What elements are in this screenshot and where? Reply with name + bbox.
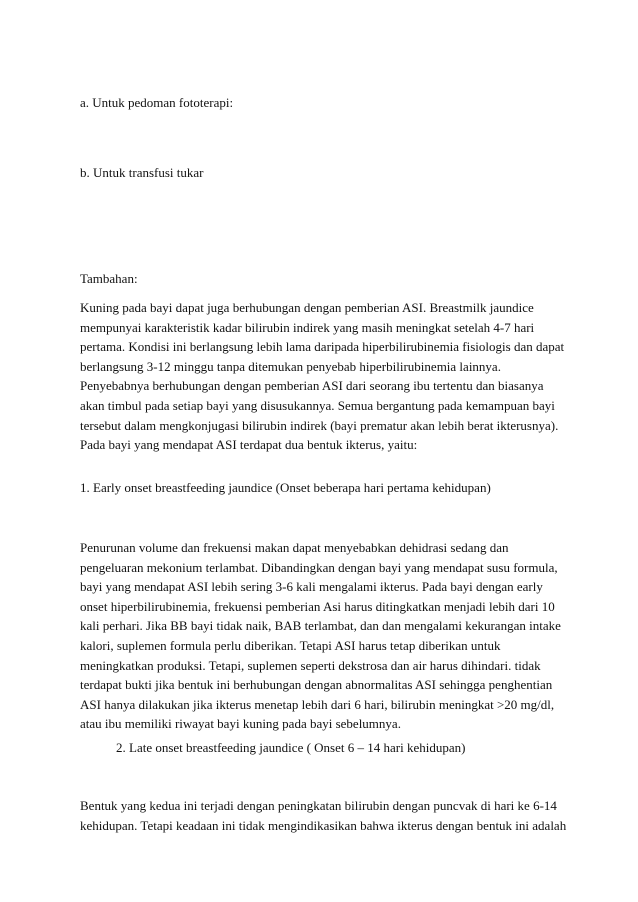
paragraph-early-onset bbox=[80, 538, 560, 734]
text-line: Pada bayi yang mendapat ASI terdapat dua bentuk ikterus, yaitu: bbox=[80, 437, 418, 453]
text-line: Penyebabnya berhubungan dengan pemberian ASI dari seorang ibu tertentu dan biasanya bbox=[80, 378, 544, 394]
text-line: atau ibu memiliki riwayat bayi kuning pada bayi sebelumnya. bbox=[80, 716, 401, 732]
item-early-onset-title: 1. Early onset breastfeeding jaundice (Onset beberapa hari pertama kehidupan) bbox=[80, 480, 491, 495]
heading-phototherapy-guideline: a. Untuk pedoman fototerapi: bbox=[80, 95, 234, 110]
item-late-onset-title: 2. Late onset breastfeeding jaundice ( Onset 6 – 14 hari kehidupan) bbox=[116, 740, 466, 755]
heading-exchange-transfusion: b. Untuk transfusi tukar bbox=[80, 165, 204, 180]
text-line: pertama. Kondisi ini berlangsung lebih lama daripada hiperbilirubinemia fisiologis dan dapat bbox=[80, 339, 565, 355]
text-line: ASI hanya dilakukan jika ikterus menetap lebih dari 6 hari, bilirubin meningkat >20 mg/dl, bbox=[80, 696, 555, 712]
text-line: Bentuk yang kedua ini terjadi dengan peningkatan bilirubin dengan puncvak di hari ke 6-14 bbox=[80, 798, 557, 813]
text-line: tersebut dalam mengkonjugasi bilirubin indirek (bayi prematur akan lebih berat ikterusnya). bbox=[80, 417, 559, 433]
text-line: onset hiperbilirubinemia, frekuensi pemberian Asi harus ditingkatkan menjadi lebih dari 10 bbox=[80, 598, 555, 614]
text-line: kali perhari. Jika BB bayi tidak naik, BAB terlambat, dan dan mengalami kekurangan intake bbox=[80, 618, 561, 634]
paragraph-late-onset bbox=[80, 796, 567, 835]
text-line: berlangsung 3-12 minggu tanpa ditemukan penyebab hiperbilirubinemia lainnya. bbox=[80, 358, 501, 374]
text-line: kehidupan. Tetapi keadaan ini tidak mengindikasikan bahwa ikterus dengan bentuk ini adalah bbox=[80, 817, 567, 833]
text-line: meningkatkan produksi. Tetapi, suplemen seperti dekstrosa dan air harus dihindari. tidak bbox=[80, 657, 541, 673]
text-line: Penurunan volume dan frekuensi makan dapat menyebabkan dehidrasi sedang dan bbox=[80, 540, 509, 555]
text-line: terdapat bukti jika bentuk ini berhubungan dengan abnormalitas ASI sehingga penghentian bbox=[80, 677, 553, 693]
section-label-tambahan: Tambahan: bbox=[80, 271, 138, 286]
text-line: akan timbul pada setiap bayi yang disusukannya. Semua bergantung pada kemampuan bayi bbox=[80, 397, 555, 413]
text-line: Kuning pada bayi dapat juga berhubungan dengan pemberian ASI. Breastmilk jaundice bbox=[80, 300, 534, 315]
text-line: pengeluaran mekonium terlambat. Dibandingkan dengan bayi yang mendapat susu formula, bbox=[80, 559, 558, 575]
text-line: bayi yang mendapat ASI lebih sering 3-6 kali mengalami ikterus. Pada bayi dengan early bbox=[80, 579, 543, 595]
paragraph-breastmilk-jaundice bbox=[80, 298, 565, 455]
text-line: kalori, suplemen formula perlu diberikan. Tetapi ASI harus tetap diberikan untuk bbox=[80, 637, 501, 653]
text-line: mempunyai karakteristik kadar bilirubin indirek yang masih meningkat setelah 4-7 hari bbox=[80, 319, 535, 335]
